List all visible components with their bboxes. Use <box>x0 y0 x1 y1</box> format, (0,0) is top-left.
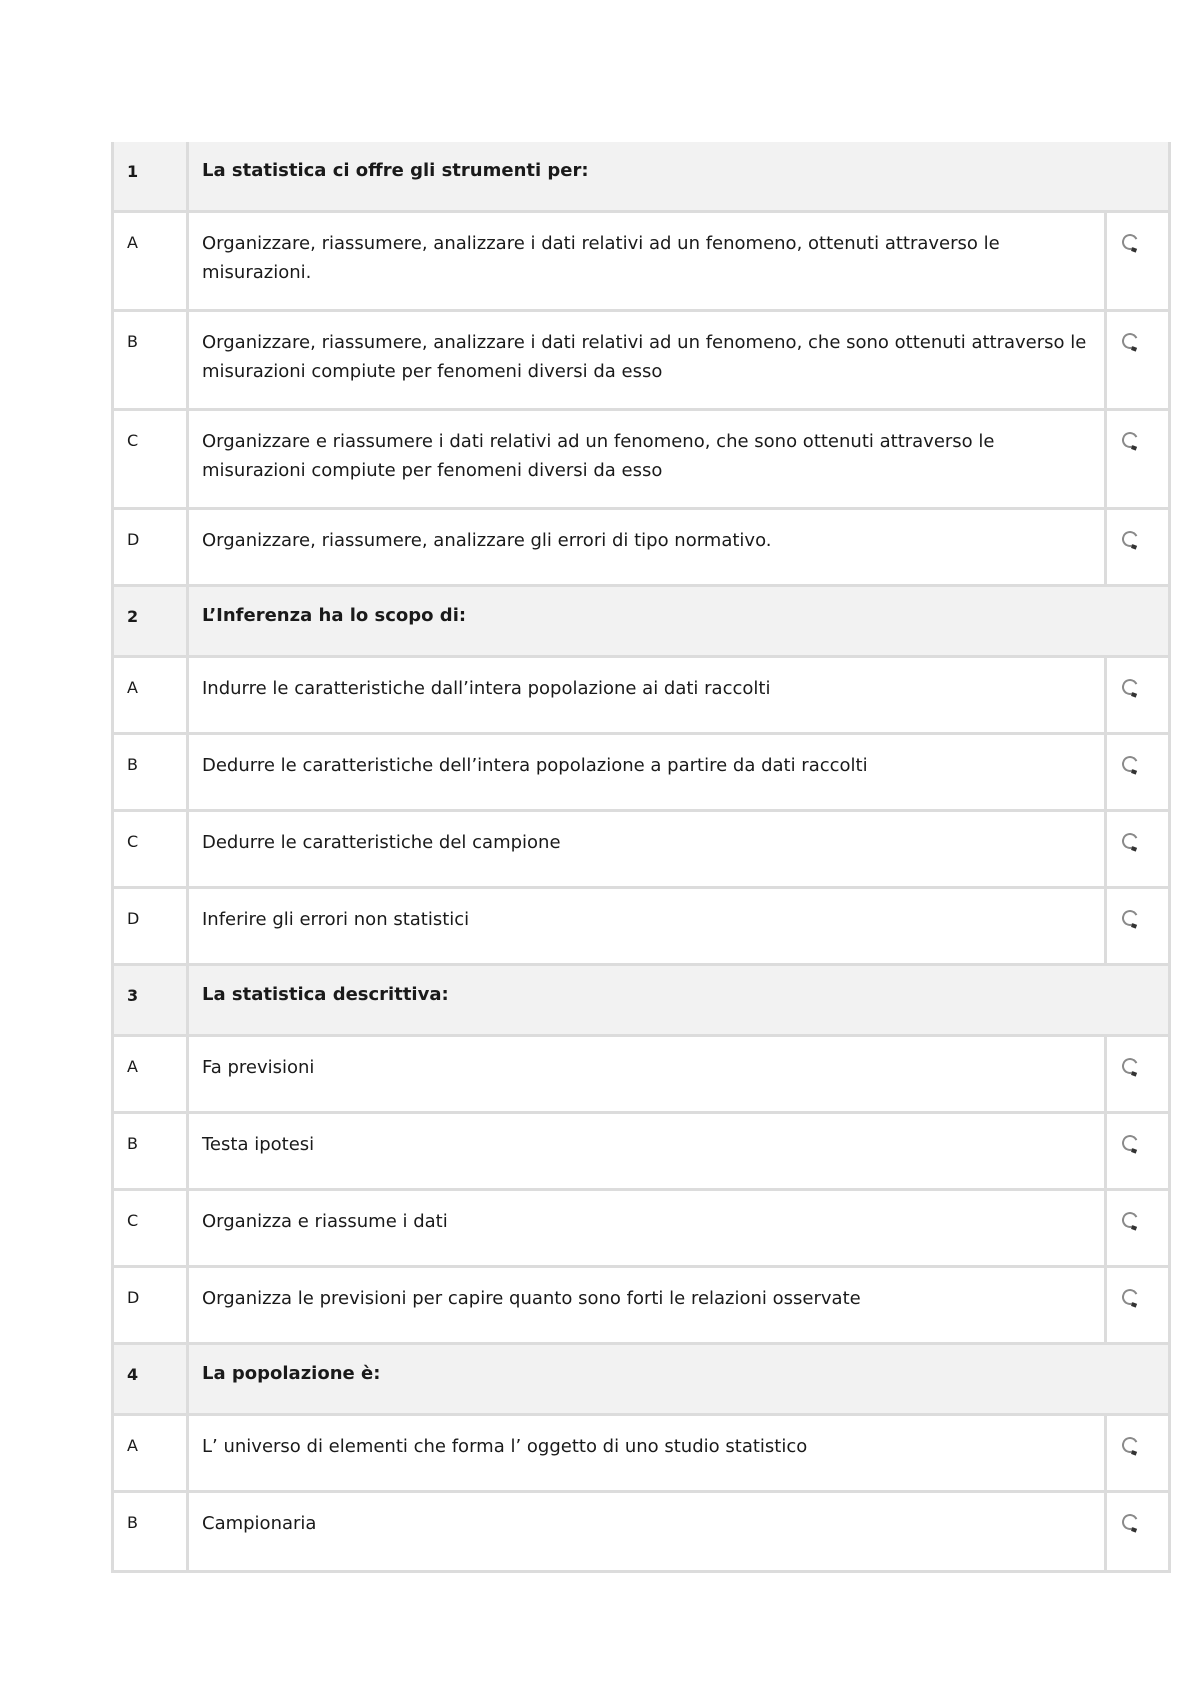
answer-option-row[interactable] <box>114 213 1168 312</box>
question-number: 1 <box>114 142 189 210</box>
question-number: 4 <box>114 1345 189 1413</box>
option-radio-cell[interactable] <box>1104 1493 1168 1570</box>
option-radio-cell[interactable] <box>1104 1416 1168 1490</box>
radio-button-icon[interactable] <box>1120 908 1141 929</box>
option-text: Campionaria <box>202 1513 317 1534</box>
radio-button-icon[interactable] <box>1120 1056 1141 1077</box>
option-radio-cell[interactable] <box>1104 1268 1168 1342</box>
answer-option-row[interactable] <box>114 1114 1168 1191</box>
option-letter: C <box>114 1191 189 1265</box>
option-text: Dedurre le caratteristiche del campione <box>202 832 561 853</box>
option-radio-cell[interactable] <box>1104 658 1168 732</box>
question-row <box>114 1345 1168 1416</box>
option-letter: C <box>114 411 189 507</box>
option-radio-cell[interactable] <box>1104 510 1168 584</box>
option-letter: B <box>114 1493 189 1570</box>
option-radio-cell[interactable] <box>1104 812 1168 886</box>
option-radio-cell[interactable] <box>1104 1191 1168 1265</box>
option-text: Testa ipotesi <box>202 1134 315 1155</box>
question-text: L’Inferenza ha lo scopo di: <box>202 605 467 626</box>
answer-option-row[interactable] <box>114 735 1168 812</box>
option-text: Dedurre le caratteristiche dell’intera popolazione a partire da dati raccolti <box>202 755 868 776</box>
radio-button-icon[interactable] <box>1120 529 1141 550</box>
option-text: Organizzare e riassumere i dati relativi ad un fenomeno, che sono ottenuti attraverso le misurazioni compiute per fenomeni diversi da esso <box>202 431 995 481</box>
option-letter: A <box>114 1416 189 1490</box>
option-radio-cell[interactable] <box>1104 735 1168 809</box>
option-letter: C <box>114 812 189 886</box>
radio-button-icon[interactable] <box>1120 1512 1141 1533</box>
option-text: Organizza le previsioni per capire quanto sono forti le relazioni osservate <box>202 1288 861 1309</box>
option-letter: A <box>114 658 189 732</box>
answer-option-row[interactable] <box>114 1493 1168 1570</box>
answer-option-row[interactable] <box>114 510 1168 587</box>
option-text: Organizza e riassume i dati <box>202 1211 448 1232</box>
question-row <box>114 587 1168 658</box>
answer-option-row[interactable] <box>114 1191 1168 1268</box>
question-text: La statistica descrittiva: <box>202 984 449 1005</box>
option-text: L’ universo di elementi che forma l’ oggetto di uno studio statistico <box>202 1436 808 1457</box>
radio-button-icon[interactable] <box>1120 754 1141 775</box>
radio-button-icon[interactable] <box>1120 232 1141 253</box>
option-letter: B <box>114 735 189 809</box>
radio-button-icon[interactable] <box>1120 831 1141 852</box>
option-radio-cell[interactable] <box>1104 213 1168 309</box>
option-letter: B <box>114 312 189 408</box>
option-text: Organizzare, riassumere, analizzare i dati relativi ad un fenomeno, ottenuti attraverso le misurazioni. <box>202 233 1000 283</box>
option-letter: A <box>114 1037 189 1111</box>
answer-option-row[interactable] <box>114 411 1168 510</box>
option-letter: B <box>114 1114 189 1188</box>
answer-option-row[interactable] <box>114 1416 1168 1493</box>
question-text: La statistica ci offre gli strumenti per: <box>202 160 589 181</box>
answer-option-row[interactable] <box>114 658 1168 735</box>
option-text: Indurre le caratteristiche dall’intera popolazione ai dati raccolti <box>202 678 771 699</box>
question-row <box>114 142 1168 213</box>
option-letter: D <box>114 889 189 963</box>
question-text: La popolazione è: <box>202 1363 381 1384</box>
option-radio-cell[interactable] <box>1104 889 1168 963</box>
option-letter: D <box>114 510 189 584</box>
answer-option-row[interactable] <box>114 812 1168 889</box>
option-radio-cell[interactable] <box>1104 411 1168 507</box>
radio-button-icon[interactable] <box>1120 677 1141 698</box>
answer-option-row[interactable] <box>114 889 1168 966</box>
option-text: Inferire gli errori non statistici <box>202 909 470 930</box>
radio-button-icon[interactable] <box>1120 1210 1141 1231</box>
option-text: Fa previsioni <box>202 1057 315 1078</box>
radio-button-icon[interactable] <box>1120 331 1141 352</box>
radio-button-icon[interactable] <box>1120 1287 1141 1308</box>
radio-button-icon[interactable] <box>1120 1435 1141 1456</box>
question-row <box>114 966 1168 1037</box>
option-text: Organizzare, riassumere, analizzare i dati relativi ad un fenomeno, che sono ottenuti attraverso le misurazioni compiute per fenomeni diversi da esso <box>202 332 1087 382</box>
question-number: 2 <box>114 587 189 655</box>
option-letter: A <box>114 213 189 309</box>
option-radio-cell[interactable] <box>1104 1037 1168 1111</box>
quiz-table <box>111 142 1171 1573</box>
answer-option-row[interactable] <box>114 1037 1168 1114</box>
option-radio-cell[interactable] <box>1104 312 1168 408</box>
option-letter: D <box>114 1268 189 1342</box>
radio-button-icon[interactable] <box>1120 430 1141 451</box>
answer-option-row[interactable] <box>114 312 1168 411</box>
option-radio-cell[interactable] <box>1104 1114 1168 1188</box>
radio-button-icon[interactable] <box>1120 1133 1141 1154</box>
question-number: 3 <box>114 966 189 1034</box>
option-text: Organizzare, riassumere, analizzare gli errori di tipo normativo. <box>202 530 772 551</box>
answer-option-row[interactable] <box>114 1268 1168 1345</box>
